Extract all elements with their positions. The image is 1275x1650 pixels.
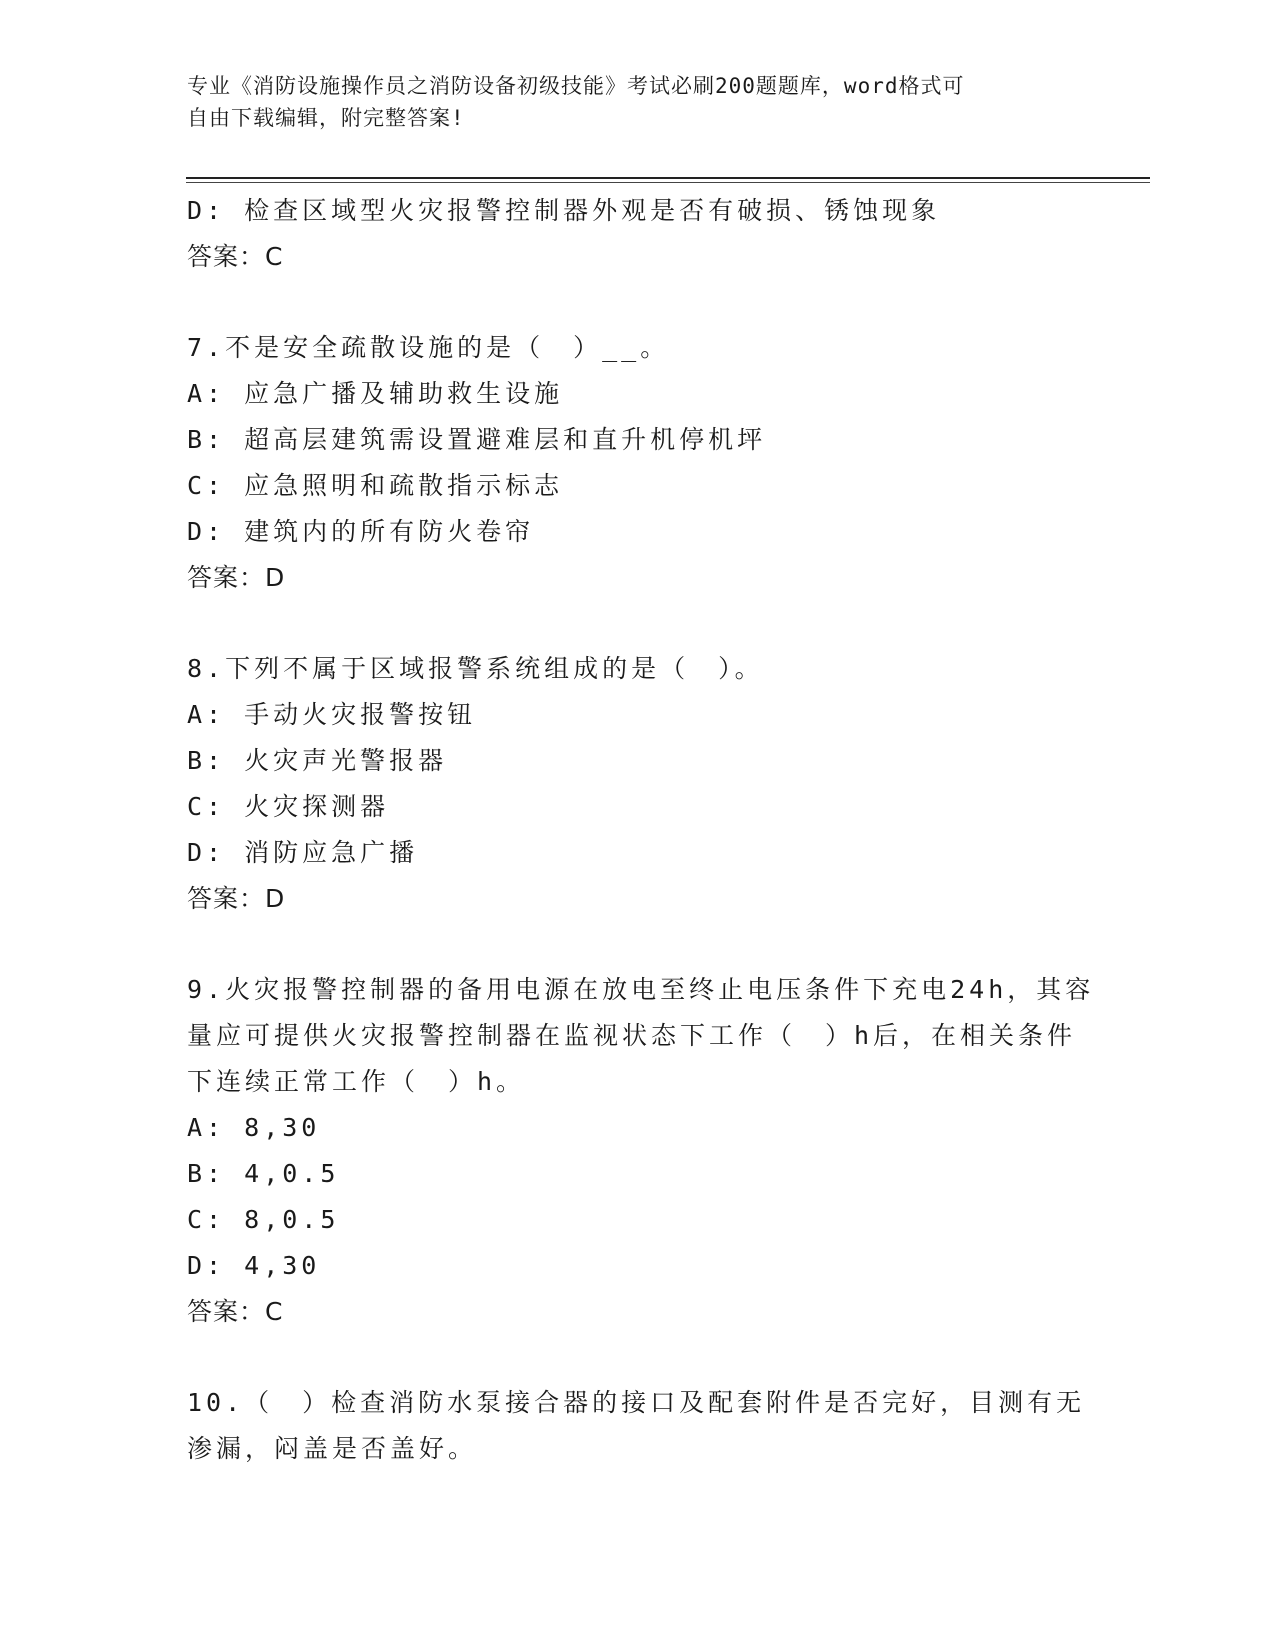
question-8 [187,646,1087,922]
question-text-line-1: 10.（ ）检查消防水泵接合器的接口及配套附件是否完好，目测有无 [187,1388,1086,1417]
question-text: 7.不是安全疏散设施的是（ ）__。 [187,333,670,362]
option-d: D: 建筑内的所有防火卷帘 [187,517,535,546]
option-d: D: 检查区域型火灾报警控制器外观是否有破损、锈蚀现象 [187,196,941,225]
question-7 [187,325,1087,601]
question-text-line-2: 渗漏，闷盖是否盖好。 [187,1434,478,1463]
question-10 [187,1380,1087,1472]
option-b: B: 超高层建筑需设置避难层和直升机停机坪 [187,425,767,454]
question-text-line-1: 9.火灾报警控制器的备用电源在放电至终止电压条件下充电24h，其容 [187,975,1095,1004]
option-c: C: 8,0.5 [187,1205,340,1234]
question-9 [187,967,1095,1335]
header-divider-thick [186,177,1150,179]
answer: 答案：D [187,563,286,592]
option-a: A: 8,30 [187,1113,321,1142]
header-line-2: 自由下载编辑，附完整答案! [187,106,465,130]
document-body [187,188,1095,1472]
document-header [187,70,1067,134]
header-line-1: 专业《消防设施操作员之消防设备初级技能》考试必刷200题题库，word格式可 [187,74,965,98]
question-text-line-2: 量应可提供火灾报警控制器在监视状态下工作（ ）h后，在相关条件 [187,1021,1077,1050]
option-a: A: 手动火灾报警按钮 [187,700,477,729]
option-d: D: 消防应急广播 [187,838,419,867]
option-c: C: 火灾探测器 [187,792,390,821]
header-divider-thin [186,182,1150,183]
option-a: A: 应急广播及辅助救生设施 [187,379,564,408]
answer: 答案：C [187,1297,284,1326]
answer: 答案：D [187,884,286,913]
option-d: D: 4,30 [187,1251,321,1280]
option-b: B: 4,0.5 [187,1159,340,1188]
option-b: B: 火灾声光警报器 [187,746,448,775]
question-text-line-3: 下连续正常工作（ ）h。 [187,1067,526,1096]
answer: 答案：C [187,242,284,271]
option-c: C: 应急照明和疏散指示标志 [187,471,564,500]
question-text: 8.下列不属于区域报警系统组成的是（ ）。 [187,654,764,683]
